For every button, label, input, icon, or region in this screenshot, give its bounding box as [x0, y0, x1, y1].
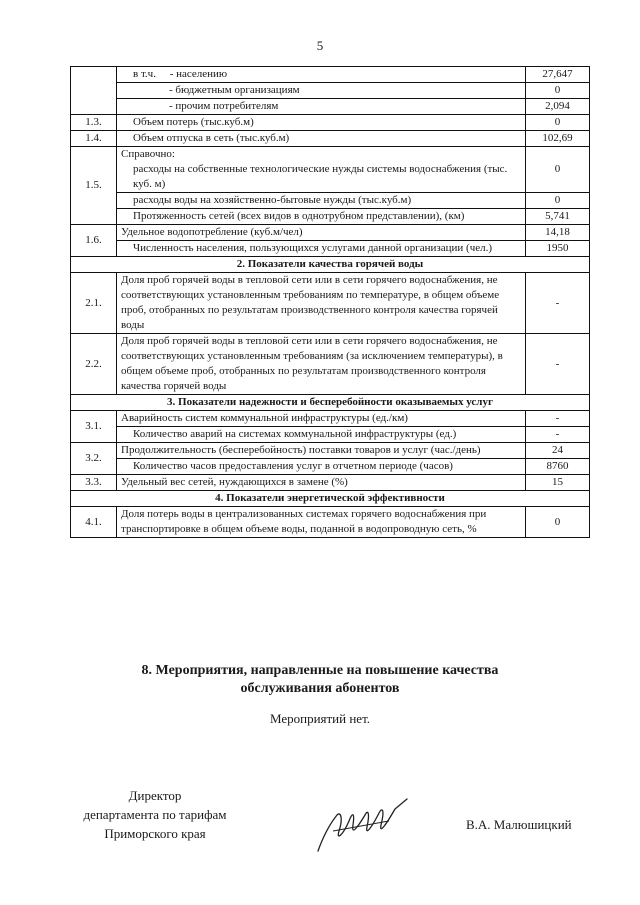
table-row: [71, 411, 590, 427]
section-heading: 3. Показатели надежности и бесперебойности оказываемых услуг: [71, 395, 590, 411]
row-label: Количество аварий на системах коммунальной инфраструктуры (ед.): [117, 427, 526, 443]
table-row: [71, 427, 590, 443]
row-value: -: [526, 411, 590, 427]
row-label: Справочно:: [117, 147, 526, 163]
signer-line: Директор: [128, 788, 182, 803]
table-row: [71, 131, 590, 147]
row-label: Объем отпуска в сеть (тыс.куб.м): [117, 131, 526, 147]
row-value: 14,18: [526, 225, 590, 241]
table-row: [71, 507, 590, 538]
row-label: Доля потерь воды в централизованных системах горячего водоснабжения при транспортировке в общем объеме воды, поданной в водопроводную сеть, %: [117, 507, 526, 538]
row-value: 102,69: [526, 131, 590, 147]
signer-line: департамента по тарифам: [83, 807, 227, 822]
row-label: Удельный вес сетей, нуждающихся в замене (%): [117, 475, 526, 491]
indicators-table: [70, 66, 590, 538]
table-row: [71, 99, 590, 115]
row-label: Доля проб горячей воды в тепловой сети или в сети горячего водоснабжения, не соответствующих установленным требованиям (за исключением температуры), в общем объеме проб, отобранных по результатам производственного контроля качества горячей воды: [117, 334, 526, 395]
row-label: - бюджетным организациям: [117, 83, 526, 99]
row-label: Аварийность систем коммунальной инфраструктуры (ед./км): [117, 411, 526, 427]
row-value: 24: [526, 443, 590, 459]
table-row: [71, 193, 590, 209]
section-heading: 2. Показатели качества горячей воды: [71, 257, 590, 273]
row-value: -: [526, 427, 590, 443]
row-value: 8760: [526, 459, 590, 475]
row-value: -: [526, 273, 590, 334]
row-label: Количество часов предоставления услуг в отчетном периоде (часов): [117, 459, 526, 475]
row-value: 27,647: [526, 67, 590, 83]
row-label: Протяженность сетей (всех видов в однотрубном представлении), (км): [117, 209, 526, 225]
row-label: Удельное водопотребление (куб.м/чел): [117, 225, 526, 241]
table-row: [71, 443, 590, 459]
table-row: [71, 83, 590, 99]
table-row: [71, 162, 590, 193]
section-row: [71, 395, 590, 411]
row-number: 4.1.: [71, 507, 117, 538]
row-value: -: [526, 334, 590, 395]
row-number: 3.1.: [71, 411, 117, 443]
table-row: [71, 209, 590, 225]
row-label: Доля проб горячей воды в тепловой сети или в сети горячего водоснабжения, не соответствующих установленным требованиям по температуре, в общем объеме проб, отобранных по результатам производственного контроля качества горячей воды: [117, 273, 526, 334]
signer-line: Приморского края: [104, 826, 206, 841]
table-row: [71, 67, 590, 83]
table-row: [71, 115, 590, 131]
table-row: [71, 241, 590, 257]
row-number: 1.6.: [71, 225, 117, 257]
row-value: 2,094: [526, 99, 590, 115]
section-row: [71, 491, 590, 507]
table-row: [71, 273, 590, 334]
row-number: 3.3.: [71, 475, 117, 491]
section-heading: 4. Показатели энергетической эффективности: [71, 491, 590, 507]
section-row: [71, 257, 590, 273]
table-row: [71, 475, 590, 491]
row-value: 0: [526, 83, 590, 99]
row-number: 1.3.: [71, 115, 117, 131]
row-label: расходы на собственные технологические нужды системы водоснабжения (тыс. куб. м): [117, 162, 526, 193]
signer-name: В.А. Малюшицкий: [466, 817, 572, 832]
row-value: 0: [526, 193, 590, 209]
handwritten-signature: [315, 795, 410, 855]
heading-line: 8. Мероприятия, направленные на повышение качества: [141, 663, 499, 678]
page-number: 5: [316, 38, 324, 53]
row-number: 2.1.: [71, 273, 117, 334]
table-row: [71, 459, 590, 475]
row-value: 1950: [526, 241, 590, 257]
row-number: 1.4.: [71, 131, 117, 147]
signer-title: [60, 786, 250, 843]
row-value: 0: [526, 115, 590, 131]
row-label: Численность населения, пользующихся услугами данной организации (чел.): [117, 241, 526, 257]
row-number: 1.5.: [71, 147, 117, 225]
table-row: [71, 334, 590, 395]
row-number: 3.2.: [71, 443, 117, 475]
row-value: 15: [526, 475, 590, 491]
row-label: - прочим потребителям: [117, 99, 526, 115]
row-label: Объем потерь (тыс.куб.м): [117, 115, 526, 131]
section-8-heading: [0, 662, 640, 698]
table-row: [71, 225, 590, 241]
row-number: [71, 67, 117, 115]
row-value: 5,741: [526, 209, 590, 225]
table-row: [71, 147, 590, 163]
row-label: расходы воды на хозяйственно-бытовые нужды (тыс.куб.м): [117, 193, 526, 209]
no-measures-text: Мероприятий нет.: [269, 711, 371, 726]
heading-line: обслуживания абонентов: [240, 681, 400, 696]
row-number: 2.2.: [71, 334, 117, 395]
row-label: Продолжительность (бесперебойность) поставки товаров и услуг (час./день): [117, 443, 526, 459]
row-value: 0: [526, 147, 590, 193]
row-value: 0: [526, 507, 590, 538]
row-label: в т.ч. - населению: [117, 67, 526, 83]
